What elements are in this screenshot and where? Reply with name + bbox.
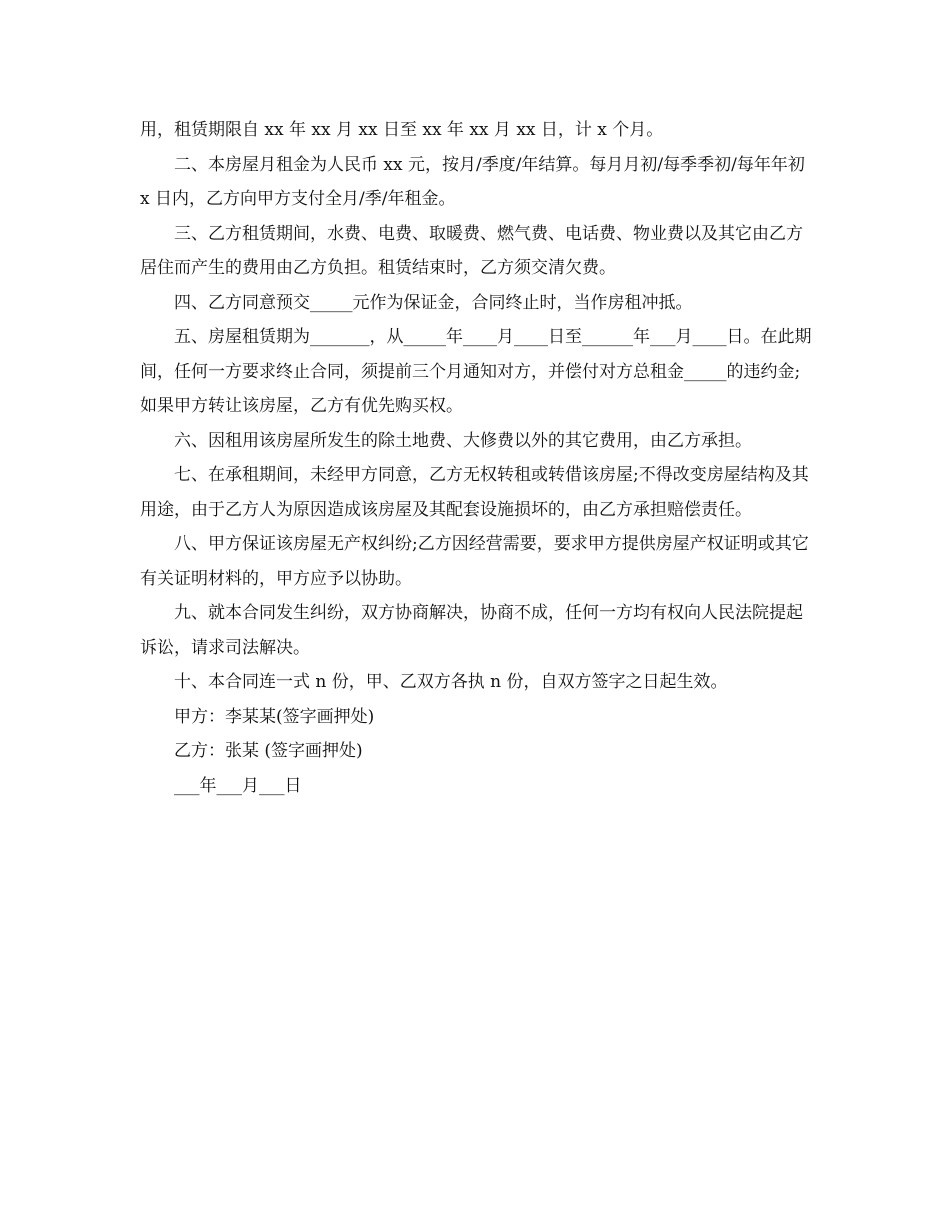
paragraph-disputes: 九、就本合同发生纠纷，双方协商解决，协商不成，任何一方均有权向人民法院提起诉讼，请求司法解决。 — [140, 603, 803, 658]
signature-date: ___年___月___日 — [174, 775, 302, 796]
signature-party-a: 甲方：李某某(签字画押处) — [174, 706, 375, 727]
paragraph-copies: 十、本合同连一式 n 份，甲、乙双方各执 n 份，自双方签字之日起生效。 — [174, 672, 728, 692]
contract-body — [140, 113, 812, 803]
paragraph-utilities: 三、乙方租赁期间，水费、电费、取暖费、燃气费、电话费、物业费以及其它由乙方居住而产生的费用由乙方负担。租赁结束时，乙方须交清欠费。 — [140, 223, 803, 278]
paragraph-property-rights: 八、甲方保证该房屋无产权纠纷;乙方因经营需要，要求甲方提供房屋产权证明或其它有关证明材料的，甲方应予以协助。 — [140, 534, 809, 589]
paragraph-term-termination: 五、房屋租赁期为_______，从_____年____月____日至______年___月____日。在此期间，任何一方要求终止合同，须提前三个月通知对方，并偿付对方总租金_____的违约金;如果甲方转让该房屋，乙方有优先购买权。 — [140, 327, 812, 416]
signature-party-b: 乙方：张某 (签字画押处) — [174, 741, 363, 761]
paragraph-sublease: 七、在承租期间，未经甲方同意，乙方无权转租或转借该房屋;不得改变房屋结构及其用途，由于乙方人为原因造成该房屋及其配套设施损坏的，由乙方承担赔偿责任。 — [140, 465, 809, 520]
paragraph-deposit: 四、乙方同意预交_____元作为保证金，合同终止时，当作房租冲抵。 — [174, 292, 693, 313]
paragraph-rent: 二、本房屋月租金为人民币 xx 元，按月/季度/年结算。每月月初/每季季初/每年年初 x 日内，乙方向甲方支付全月/季/年租金。 — [140, 154, 805, 209]
paragraph-other-fees: 六、因租用该房屋所发生的除土地费、大修费以外的其它费用，由乙方承担。 — [174, 430, 752, 451]
paragraph-lease-term: 用，租赁期限自 xx 年 xx 月 xx 日至 xx 年 xx 月 xx 日，计 x 个月。 — [140, 120, 664, 140]
